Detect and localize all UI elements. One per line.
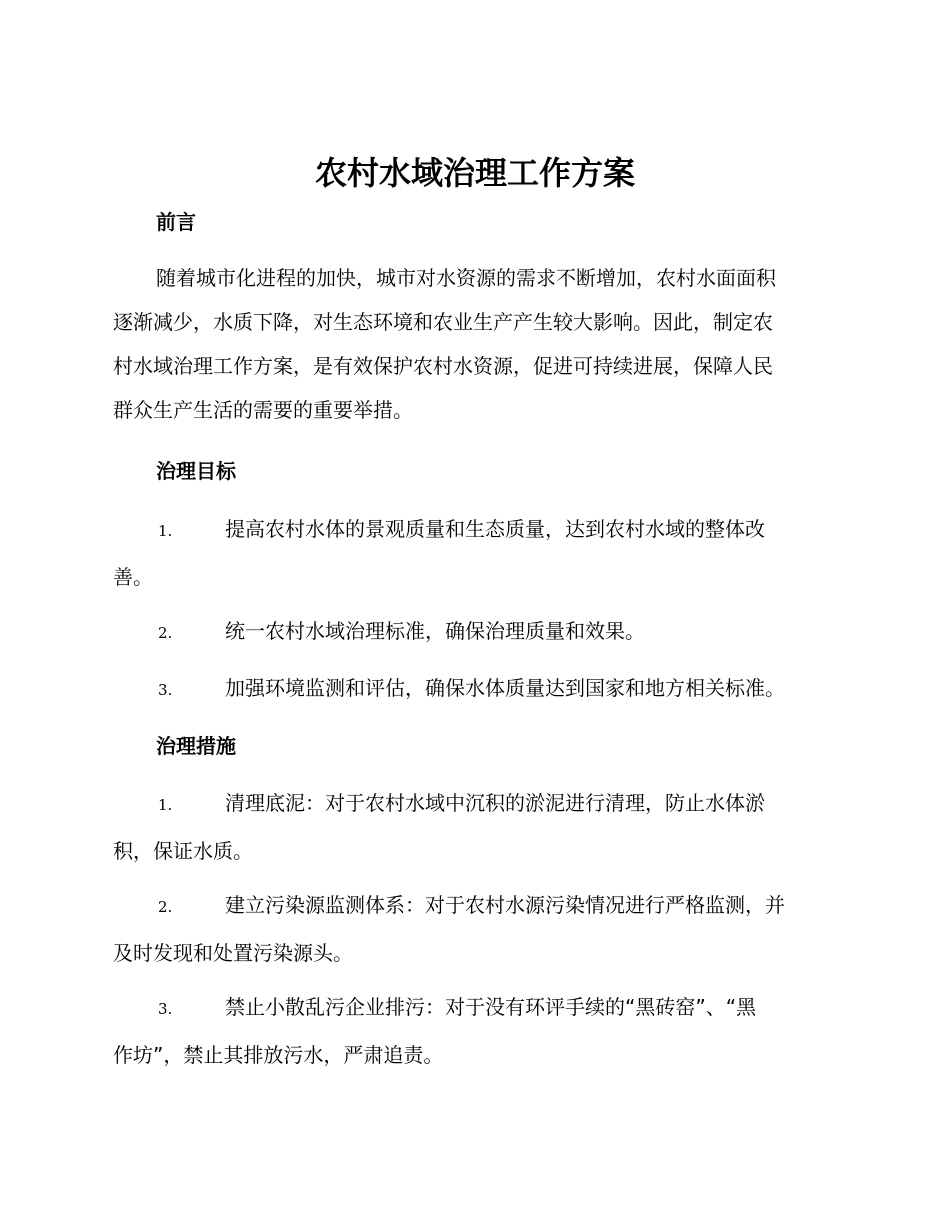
list-item bbox=[113, 608, 835, 656]
list-item-text: 提高农村水体的景观质量和生态质量，达到农村水域的整体改 bbox=[225, 517, 765, 541]
paragraph-line: 随着城市化进程的加快，城市对水资源的需求不断增加，农村水面面积 bbox=[156, 266, 776, 290]
list-item-text: 加强环境监测和评估，确保水体质量达到国家和地方相关标准。 bbox=[225, 676, 785, 700]
list-number: 3. bbox=[158, 1000, 173, 1018]
paragraph-line: 群众生产生活的需要的重要举措。 bbox=[113, 398, 413, 422]
list-item bbox=[113, 882, 835, 976]
section-heading-measures: 治理措施 bbox=[156, 734, 236, 758]
document-title: 农村水域治理工作方案 bbox=[314, 154, 635, 192]
section-heading-preface: 前言 bbox=[156, 210, 196, 234]
section-heading-goals: 治理目标 bbox=[156, 459, 236, 483]
list-item bbox=[113, 665, 835, 713]
list-item bbox=[113, 780, 835, 874]
list-number: 3. bbox=[158, 681, 173, 699]
list-number: 2. bbox=[158, 898, 173, 916]
list-item-text: 建立污染源监测体系：对于农村水源污染情况进行严格监测，并 bbox=[225, 893, 785, 917]
paragraph-line: 逐渐减少，水质下降，对生态环境和农业生产产生较大影响。因此，制定农 bbox=[113, 310, 773, 334]
list-item-text-continued: 及时发现和处置污染源头。 bbox=[113, 941, 353, 965]
list-item-text: 禁止小散乱污企业排污：对于没有环评手续的“黑砖窑”、“黑 bbox=[225, 995, 757, 1019]
list-item-text-continued: 积，保证水质。 bbox=[113, 839, 253, 863]
list-number: 2. bbox=[158, 624, 173, 642]
list-item-text-continued: 善。 bbox=[113, 565, 153, 589]
list-item-text: 统一农村水域治理标准，确保治理质量和效果。 bbox=[225, 619, 645, 643]
preface-paragraph bbox=[113, 256, 833, 432]
list-number: 1. bbox=[158, 796, 173, 814]
list-item bbox=[113, 506, 835, 600]
list-item-text-continued: 作坊”，禁止其排放污水，严肃追责。 bbox=[113, 1043, 444, 1067]
list-item bbox=[113, 984, 835, 1078]
list-item-text: 清理底泥：对于农村水域中沉积的淤泥进行清理，防止水体淤 bbox=[225, 791, 765, 815]
paragraph-line: 村水域治理工作方案，是有效保护农村水资源，促进可持续进展，保障人民 bbox=[113, 354, 773, 378]
list-number: 1. bbox=[158, 522, 173, 540]
